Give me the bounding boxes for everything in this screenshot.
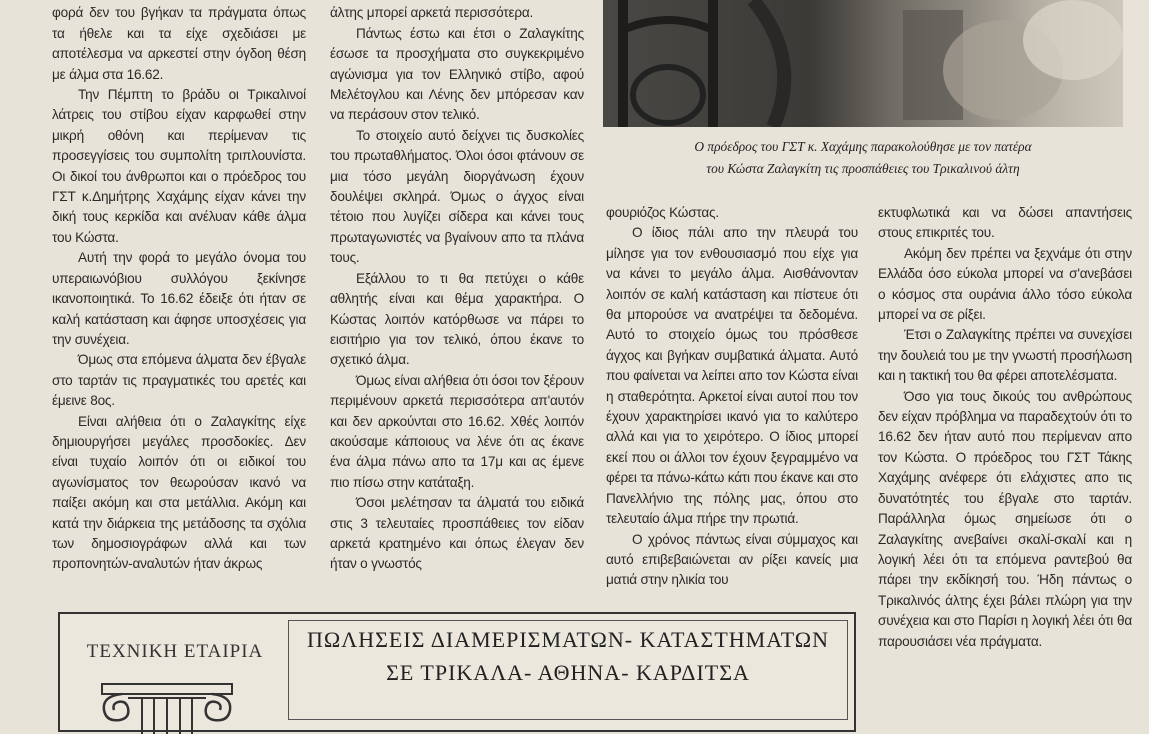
photo-chair-silhouette [603, 0, 1123, 127]
real-estate-advertisement [58, 612, 856, 732]
article-paragraph: άλτης μπορεί αρκετά περισσότερα. [330, 5, 534, 21]
photo-caption [603, 136, 1123, 180]
ad-company-name: ΤΕΧΝΙΚΗ ΕΤΑΙΡΙΑ [86, 641, 264, 662]
ionic-column-capital-icon [92, 674, 242, 734]
photo-caption-line: του Κώστα Ζαλαγκίτη τις προσπάθειες του Τρικαλινού άλτη [706, 161, 1020, 176]
article-paragraph: Είναι αλήθεια ότι ο Ζαλαγκίτης είχε δημιουργήσει μεγάλες προσδοκίες. Δεν είναι τυχαίο λοιπόν ότι οι ειδικοί του αγωνίσματος τον θεωρούσαν ικανό να παίξει ακόμη και στα μετάλλια. Ακόμη και κατά την διάρκεια της μετάδοσης τα σχόλια των δημοσιογράφων αλλά και των προπονητών-αναλυτών ήταν άκρως [52, 413, 306, 572]
article-paragraph: Εξάλλου το τι θα πετύχει ο κάθε αθλητής είναι και θέμα χαρακτήρα. Ο Κώστας λοιπόν κατόρθωσε να πάρει το εισιτήριο για τον τελικό, όπου έκανε το σχετικό άλμα. [330, 270, 584, 368]
article-paragraph: Το στοιχείο αυτό δείχνει τις δυσκολίες του πρωταθλήματος. Όλοι όσοι φτάνουν σε μια τόσο μεγάλη διοργάνωση έχουν δουλέψει σκληρά. Όμως ο άγχος είναι τέτοιο που λυγίζει σίδερα και κάνει τους πρωταγωνιστές να βγαίνουν απο τα πλάνα τους. [330, 127, 584, 266]
article-paragraph: φουριόζος Κώστας. [606, 205, 719, 220]
article-paragraph: Πάντως έστω και έτσι ο Ζαλαγκίτης έσωσε τα προσχήματα στο συγκεκριμένο αγώνισμα για τον Ελληνικό στίβο, αφού Μελέτογλου και Λένης δεν μπόρεσαν καν να περάσουν στον τελικό. [330, 25, 584, 123]
article-column-1 [52, 0, 306, 595]
photo-caption-line: Ο πρόεδρος του ΓΣΤ κ. Χαχάμης παρακολούθησε με τον πατέρα [694, 139, 1032, 154]
article-paragraph: Όσο για τους δικούς του ανθρώπους δεν είχαν πρόβλημα να παραδεχτούν ότι το 16.62 δεν ήταν αυτό που περίμεναν απο τον Κώστα. Ο πρόεδρος του ΓΣΤ Τάκης Χαχάμης ανέφερε ότι ελάχιστες απο τις δυνατότητές του έβγαλε στο ταρτάν. Παράλληλα όμως σημείωσε ότι ο Ζαλαγκίτης ανεβαίνει σκαλί-σκαλί και η λογική λέει ότι τα επόμενα ραντεβού θα πάρει την εκδίκησή του. Ήδη πάντως ο Τρικαλινός άλτης έχει βάλει πλώρη για την συνέχεια και στο Παρίσι η λογική λέει ότι θα παρουσιάσει νέα πράγματα. [878, 388, 1132, 649]
article-photo [603, 0, 1123, 127]
article-paragraph: Αυτή την φορά το μεγάλο όνομα του υπεραιωνόβιου συλλόγου ξεκίνησε ικανοποιητικά. Το 16.62 έδειξε ότι ήταν σε καλή κατάσταση και άφησε υποσχέσεις για την συνέχεια. [52, 250, 306, 347]
article-paragraph: φορά δεν του βγήκαν τα πράγματα όπως τα ήθελε και τα είχε σχεδιάσει με αποτέλεσμα να αρκεστεί στην όγδοη θέση με άλμα στα 16.62. [52, 5, 306, 82]
ad-headline: ΠΩΛΗΣΕΙΣ ΔΙΑΜΕΡΙΣΜΑΤΩΝ- ΚΑΤΑΣΤΗΜΑΤΩΝ [307, 627, 829, 652]
article-column-4 [878, 203, 1132, 715]
article-column-3 [606, 203, 858, 613]
article-paragraph: Την Πέμπτη το βράδυ οι Τρικαλινοί λάτρεις του στίβου είχαν καρφωθεί στην μικρή οθόνη και περίμεναν τις προσεγγίσεις του συμπολίτη τριπλουνίστα. Οι δικοί του άνθρωποι και ο πρόεδρος του ΓΣΤ κ.Δημήτρης Χαχάμης είχαν κάνει την δική τους κερκίδα και ανέλυαν κάθε άλμα του Κώστα. [52, 87, 306, 245]
article-paragraph: Ο ίδιος πάλι απο την πλευρά του μίλησε για τον ενθουσιασμό που είχε για να κάνει το μεγάλο άλμα. Αισθάνονταν λοιπόν σε καλή κατάσταση και πίστευε ότι θα μπορούσε να ανατρέψει τα δεδομένα. Αυτό το στοιχείο όμως του πρόσθεσε άγχος και βγήκαν συμβατικά άλματα. Αυτό που φαίνεται να λείπει απο τον Κώστα είναι η σταθερότητα. Αρκετοί είναι αυτοί που τον έχουν χαρακτηρίσει ικανό για το καλύτερο αλλά και για το χειρότερο. Ο ίδιος μπορεί εκεί που οι άλλοι τον έχουν ξεγραμμένο να φέρει τα πάνω-κάτω κάτι που έκανε και στο Πανελλήνιο της πόλης μας, όπου στο τελευταίο άλμα πήρε την πρωτιά. [606, 225, 858, 527]
article-paragraph: Όσοι μελέτησαν τα άλματά του ειδικά στις 3 τελευταίες προσπάθειες τον είδαν αρκετά κρατημένο και όπως έλεγαν δεν ήταν ο γνωστός [330, 495, 584, 572]
article-paragraph: Όμως στα επόμενα άλματα δεν έβγαλε στο ταρτάν τις πραγματικές του αρετές και έμεινε 8ος. [52, 352, 306, 409]
article-paragraph: Ακόμη δεν πρέπει να ξεχνάμε ότι στην Ελλάδα όσο εύκολα μπορεί να σ'ανεβάσει ο κόσμος στα ουράνια άλλο τόσο εύκολα μπορεί να σε ρίξει. [878, 245, 1132, 323]
article-paragraph: εκτυφλωτικά και να δώσει απαντήσεις στους επικριτές του. [878, 205, 1132, 241]
article-paragraph: Έτσι ο Ζαλαγκίτης πρέπει να συνεχίσει την δουλειά του με την γνωστή προσήλωση και η τακτική του θα φέρει αποτελέσματα. [878, 327, 1132, 384]
article-paragraph: Ο χρόνος πάντως είναι σύμμαχος και αυτό επιβεβαιώνεται αν ρίξει κανείς μια ματιά στην ηλικία του [606, 531, 858, 588]
ad-subheadline: ΣΕ ΤΡΙΚΑΛΑ- ΑΘΗΝΑ- ΚΑΡΔΙΤΣΑ [386, 660, 750, 685]
article-column-2 [330, 0, 584, 598]
article-paragraph: Όμως είναι αλήθεια ότι όσοι τον ξέρουν περιμένουν αρκετά περισσότερα απ'αυτόν και δεν αρκούνται στο 16.62. Χθές λοιπόν ακούσαμε κάποιους να λένε ότι ας έκανε ένα άλμα πάνω απο τα 17μ και ας έμενε πιο πίσω στην κατάταξη. [330, 372, 584, 490]
